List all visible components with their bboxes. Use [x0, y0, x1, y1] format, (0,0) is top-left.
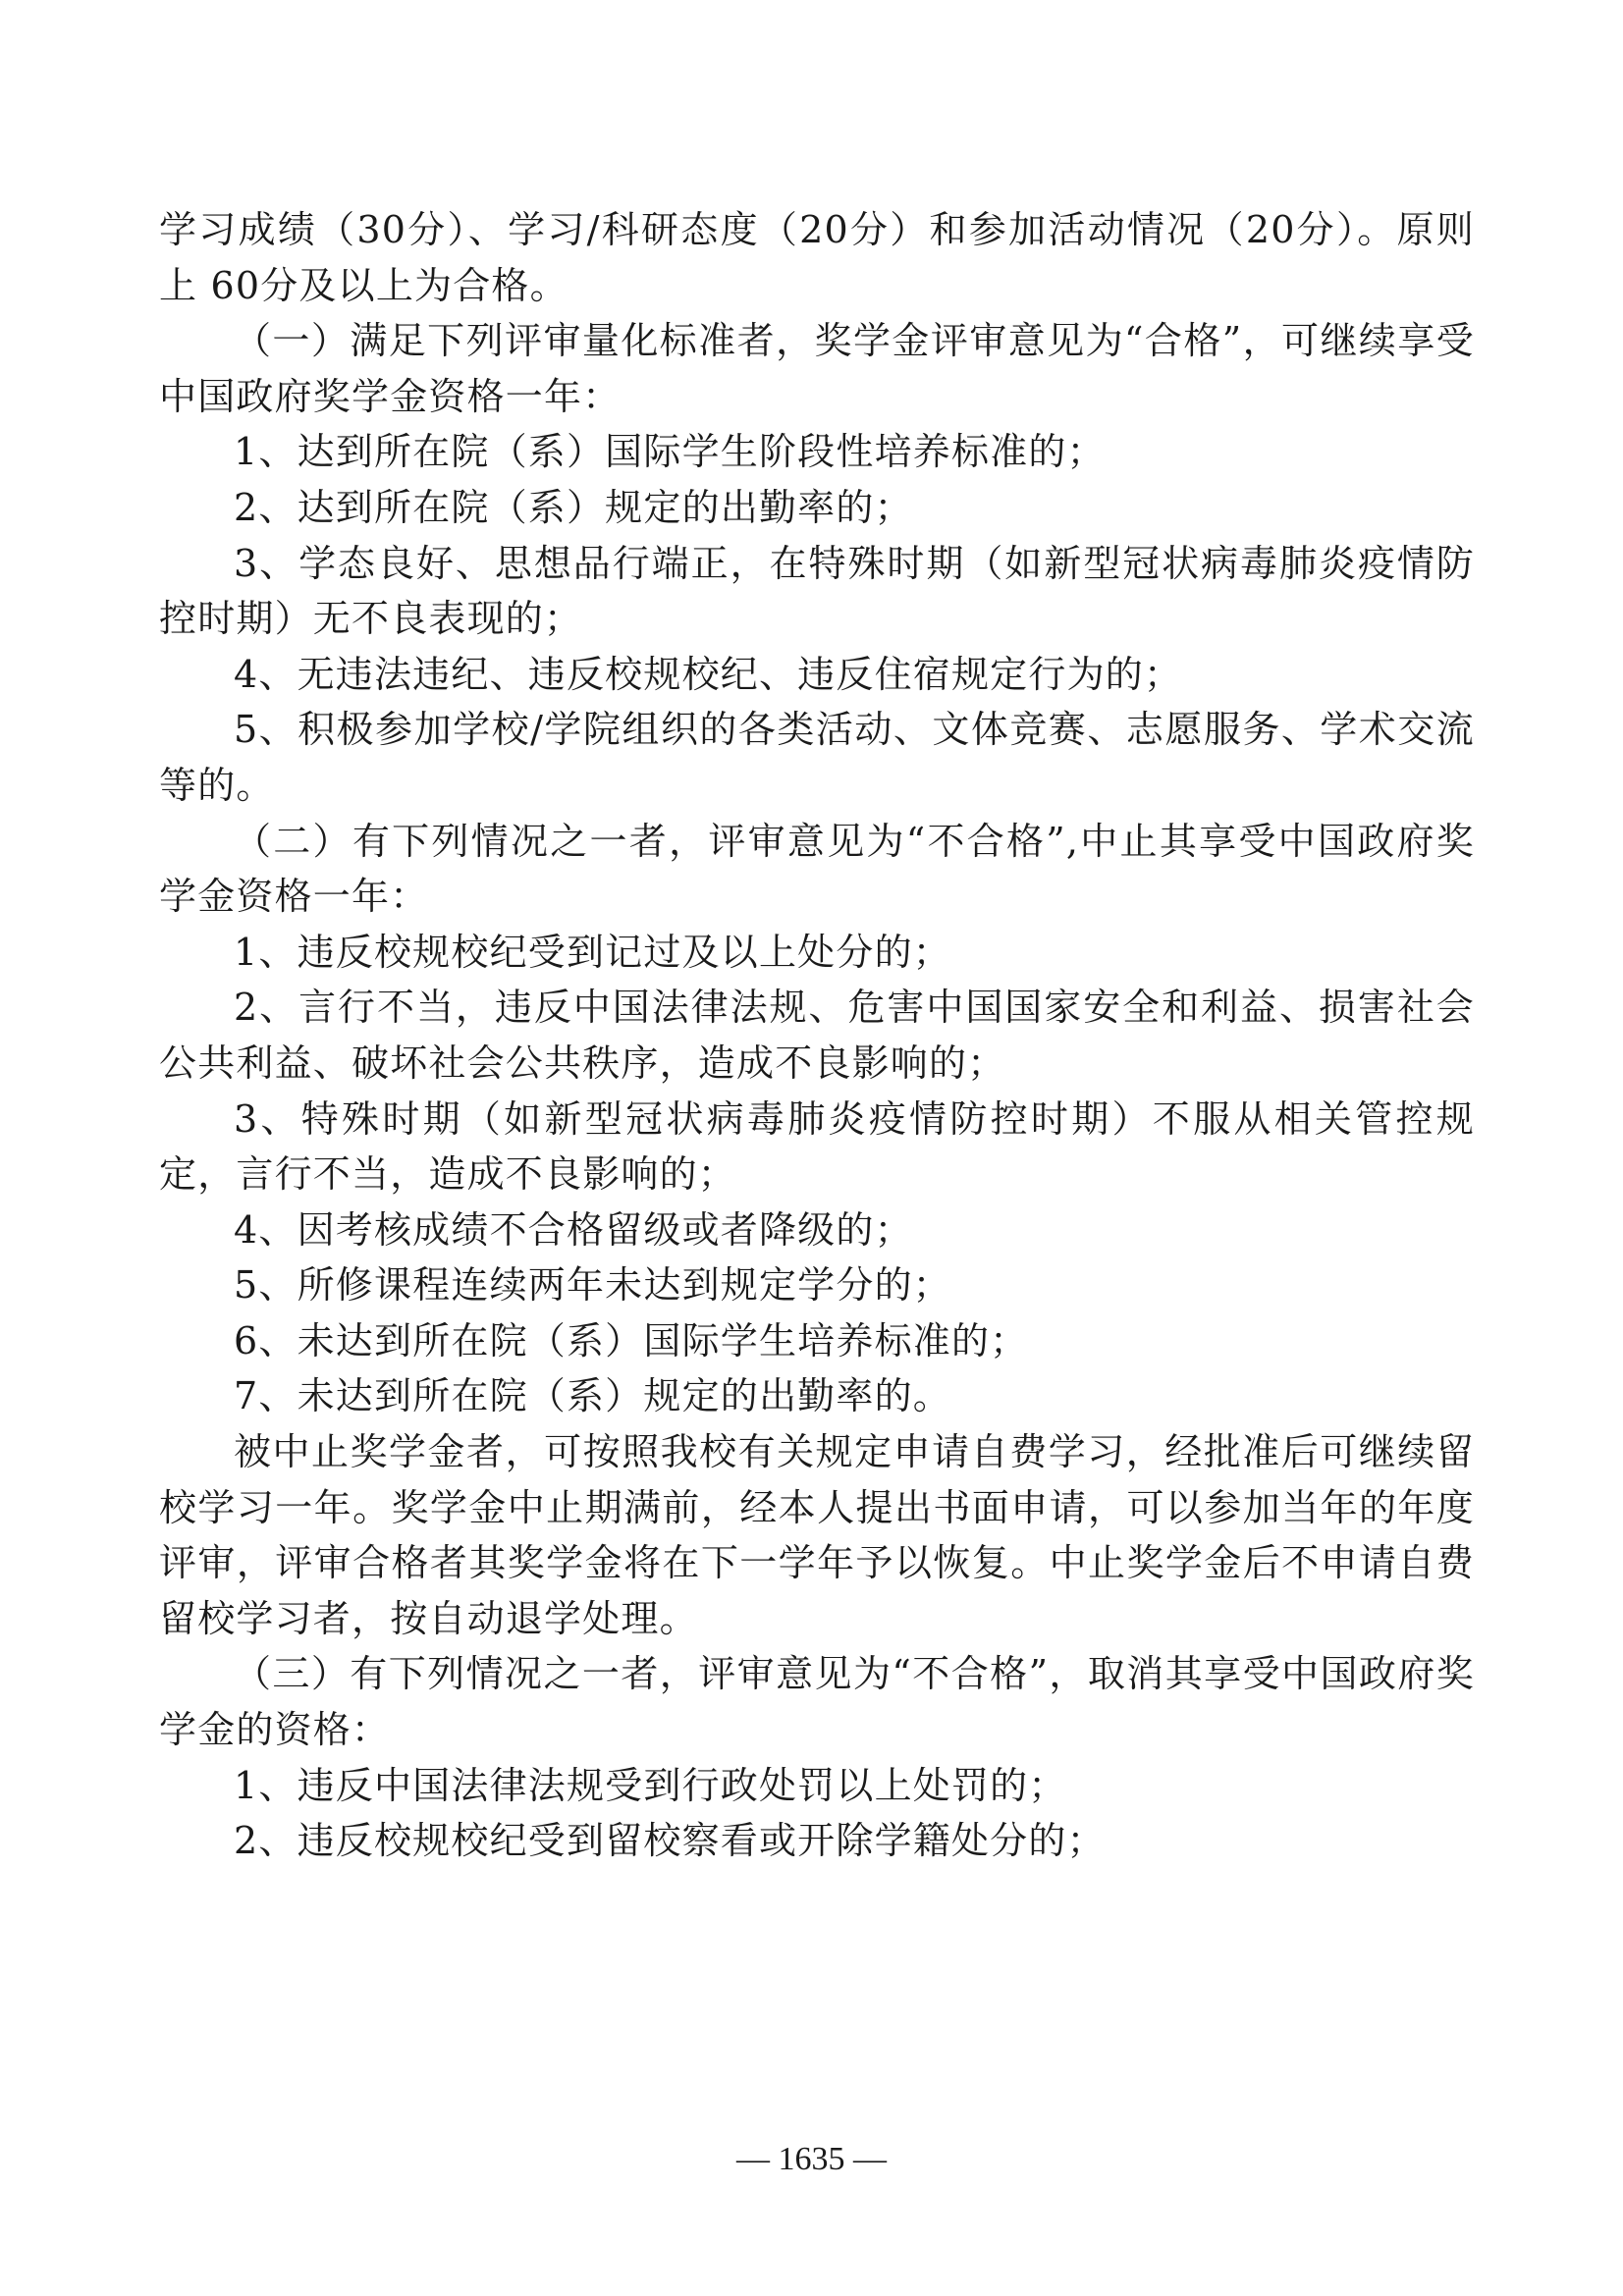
paragraph: 5、积极参加学校/学院组织的各类活动、文体竞赛、志愿服务、学术交流等的。 [159, 708, 1475, 807]
paragraph: 7、未达到所在院（系）规定的出勤率的。 [234, 1374, 951, 1418]
paragraph: 3、特殊时期（如新型冠状病毒肺炎疫情防控时期）不服从相关管控规定，言行不当，造成不良影响的； [159, 1096, 1475, 1197]
paragraph: （一）满足下列评审量化标准者，奖学金评审意见为“合格”，可继续享受中国政府奖学金资格一年： [159, 319, 1475, 418]
paragraph: 1、违反中国法律法规受到行政处罚以上处罚的； [234, 1763, 1067, 1807]
paragraph: 2、违反校规校纪受到留校察看或开除学籍处分的； [234, 1819, 1106, 1863]
paragraph: 学习成绩（30分）、学习/科研态度（20分）和参加活动情况（20分）。原则上 60分及以上为合格。 [159, 208, 1475, 307]
document-body [159, 202, 1475, 1869]
paragraph: 3、学态良好、思想品行端正，在特殊时期（如新型冠状病毒肺炎疫情防控时期）无不良表现的； [159, 541, 1475, 641]
paragraph: 4、无违法违纪、违反校规校纪、违反住宿规定行为的； [234, 652, 1183, 696]
paragraph: 被中止奖学金者，可按照我校有关规定申请自费学习，经批准后可继续留校学习一年。奖学金中止期满前，经本人提出书面申请，可以参加当年的年度评审，评审合格者其奖学金将在下一学年予以恢复。中止奖学金后不申请自费留校学习者，按自动退学处理。 [159, 1430, 1475, 1640]
paragraph: 4、因考核成绩不合格留级或者降级的； [234, 1207, 913, 1252]
page-number: — 1635 — [736, 2141, 887, 2177]
paragraph: （三）有下列情况之一者，评审意见为“不合格”，取消其享受中国政府奖学金的资格： [159, 1652, 1475, 1752]
paragraph: （二）有下列情况之一者，评审意见为“不合格”,中止其享受中国政府奖学金资格一年： [159, 819, 1475, 919]
paragraph: 5、所修课程连续两年未达到规定学分的； [234, 1263, 951, 1308]
paragraph: 6、未达到所在院（系）国际学生培养标准的； [234, 1318, 1029, 1362]
paragraph: 2、言行不当，违反中国法律法规、危害中国国家安全和利益、损害社会公共利益、破坏社会公共秩序，造成不良影响的； [159, 986, 1475, 1085]
paragraph: 1、违反校规校纪受到记过及以上处分的； [234, 930, 951, 974]
paragraph: 2、达到所在院（系）规定的出勤率的； [234, 485, 913, 529]
paragraph: 1、达到所在院（系）国际学生阶段性培养标准的； [234, 430, 1106, 474]
